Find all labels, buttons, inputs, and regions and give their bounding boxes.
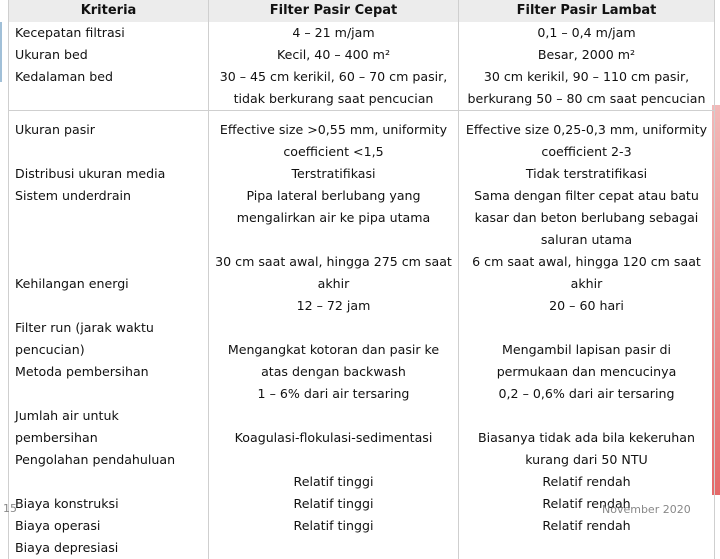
criteria-text: Jumlah air untuk	[15, 405, 204, 427]
spacer	[463, 405, 710, 427]
slow-value: Besar, 2000 m²	[463, 44, 710, 66]
rapid-value: Kecil, 40 – 400 m²	[213, 44, 454, 66]
criteria-text: Biaya depresiasi	[15, 537, 204, 559]
table-body	[9, 22, 715, 559]
slow-value: 0,1 – 0,4 m/jam	[463, 22, 710, 44]
spacer	[463, 317, 710, 339]
criteria-text: pembersihan	[15, 427, 204, 449]
criteria-text: Filter run (jarak waktu	[15, 317, 204, 339]
rapid-value: akhir	[213, 273, 454, 295]
criteria-cell	[9, 111, 209, 559]
slow-value: berkurang 50 – 80 cm saat pencucian	[463, 88, 710, 110]
slow-value: Relatif rendah	[463, 515, 710, 537]
spacer	[213, 405, 454, 427]
criteria-cell	[9, 22, 209, 111]
rapid-filter-cell	[209, 22, 459, 111]
spacer	[15, 383, 204, 405]
rapid-value: Relatif tinggi	[213, 471, 454, 493]
criteria-text: pencucian)	[15, 339, 204, 361]
rapid-value: Pipa lateral berlubang yang	[213, 185, 454, 207]
slide-number: 15	[3, 502, 17, 515]
spacer	[15, 295, 204, 317]
rapid-value: atas dengan backwash	[213, 361, 454, 383]
rapid-value: Relatif tinggi	[213, 515, 454, 537]
comparison-table	[8, 0, 715, 559]
criteria-text: Biaya konstruksi	[15, 493, 204, 515]
slow-value: kasar dan beton berlubang sebagai	[463, 207, 710, 229]
header-kriteria: Kriteria	[9, 0, 209, 22]
rapid-value: 30 – 45 cm kerikil, 60 – 70 cm pasir,	[213, 66, 454, 88]
slow-value: 6 cm saat awal, hingga 120 cm saat	[463, 251, 710, 273]
slow-value: 30 cm kerikil, 90 – 110 cm pasir,	[463, 66, 710, 88]
criteria-text: Kehilangan energi	[15, 273, 204, 295]
rapid-value: Mengangkat kotoran dan pasir ke	[213, 339, 454, 361]
slow-value: coefficient 2-3	[463, 141, 710, 163]
slow-value: akhir	[463, 273, 710, 295]
spacer	[213, 229, 454, 251]
rapid-value: Effective size >0,55 mm, uniformity	[213, 119, 454, 141]
spacer	[213, 317, 454, 339]
criteria-text: Sistem underdrain	[15, 185, 204, 207]
slow-value: permukaan dan mencucinya	[463, 361, 710, 383]
criteria-text: Ukuran bed	[15, 44, 204, 66]
slow-value: Biasanya tidak ada bila kekeruhan	[463, 427, 710, 449]
rapid-value: Terstratifikasi	[213, 163, 454, 185]
header-filter-cepat: Filter Pasir Cepat	[209, 0, 459, 22]
slow-filter-cell	[459, 111, 715, 559]
slow-value: Sama dengan filter cepat atau batu	[463, 185, 710, 207]
slow-value: Relatif rendah	[463, 471, 710, 493]
slow-value: saluran utama	[463, 229, 710, 251]
spacer	[15, 251, 204, 273]
criteria-text: Pengolahan pendahuluan	[15, 449, 204, 471]
rapid-value: Relatif tinggi	[213, 493, 454, 515]
criteria-text: Kedalaman bed	[15, 66, 204, 88]
slow-value: Effective size 0,25-0,3 mm, uniformity	[463, 119, 710, 141]
header-filter-lambat: Filter Pasir Lambat	[459, 0, 715, 22]
criteria-text: Biaya operasi	[15, 515, 204, 537]
rapid-filter-cell	[209, 111, 459, 559]
rapid-value: Koagulasi-flokulasi-sedimentasi	[213, 427, 454, 449]
rapid-value: tidak berkurang saat pencucian	[213, 88, 454, 110]
spacer	[213, 449, 454, 471]
rapid-value: coefficient <1,5	[213, 141, 454, 163]
criteria-text: Ukuran pasir	[15, 119, 204, 141]
slow-filter-cell	[459, 22, 715, 111]
spacer	[15, 229, 204, 251]
rapid-value: 12 – 72 jam	[213, 295, 454, 317]
spacer	[15, 471, 204, 493]
criteria-text: Metoda pembersihan	[15, 361, 204, 383]
spacer	[15, 141, 204, 163]
slow-value: 0,2 – 0,6% dari air tersaring	[463, 383, 710, 405]
criteria-text: Distribusi ukuran media	[15, 163, 204, 185]
table-row	[9, 22, 715, 111]
slow-value: Relatif rendah	[463, 493, 710, 515]
rapid-value: mengalirkan air ke pipa utama	[213, 207, 454, 229]
criteria-text: Kecepatan filtrasi	[15, 22, 204, 44]
table-row	[9, 111, 715, 559]
rapid-value: 30 cm saat awal, hingga 275 cm saat	[213, 251, 454, 273]
rapid-value: 4 – 21 m/jam	[213, 22, 454, 44]
slow-value: Mengambil lapisan pasir di	[463, 339, 710, 361]
spacer	[15, 207, 204, 229]
table-header-row	[9, 0, 715, 22]
rapid-value: 1 – 6% dari air tersaring	[213, 383, 454, 405]
slow-value: 20 – 60 hari	[463, 295, 710, 317]
footer-date: November 2020	[602, 503, 691, 516]
slow-value: kurang dari 50 NTU	[463, 449, 710, 471]
slow-value: Tidak terstratifikasi	[463, 163, 710, 185]
